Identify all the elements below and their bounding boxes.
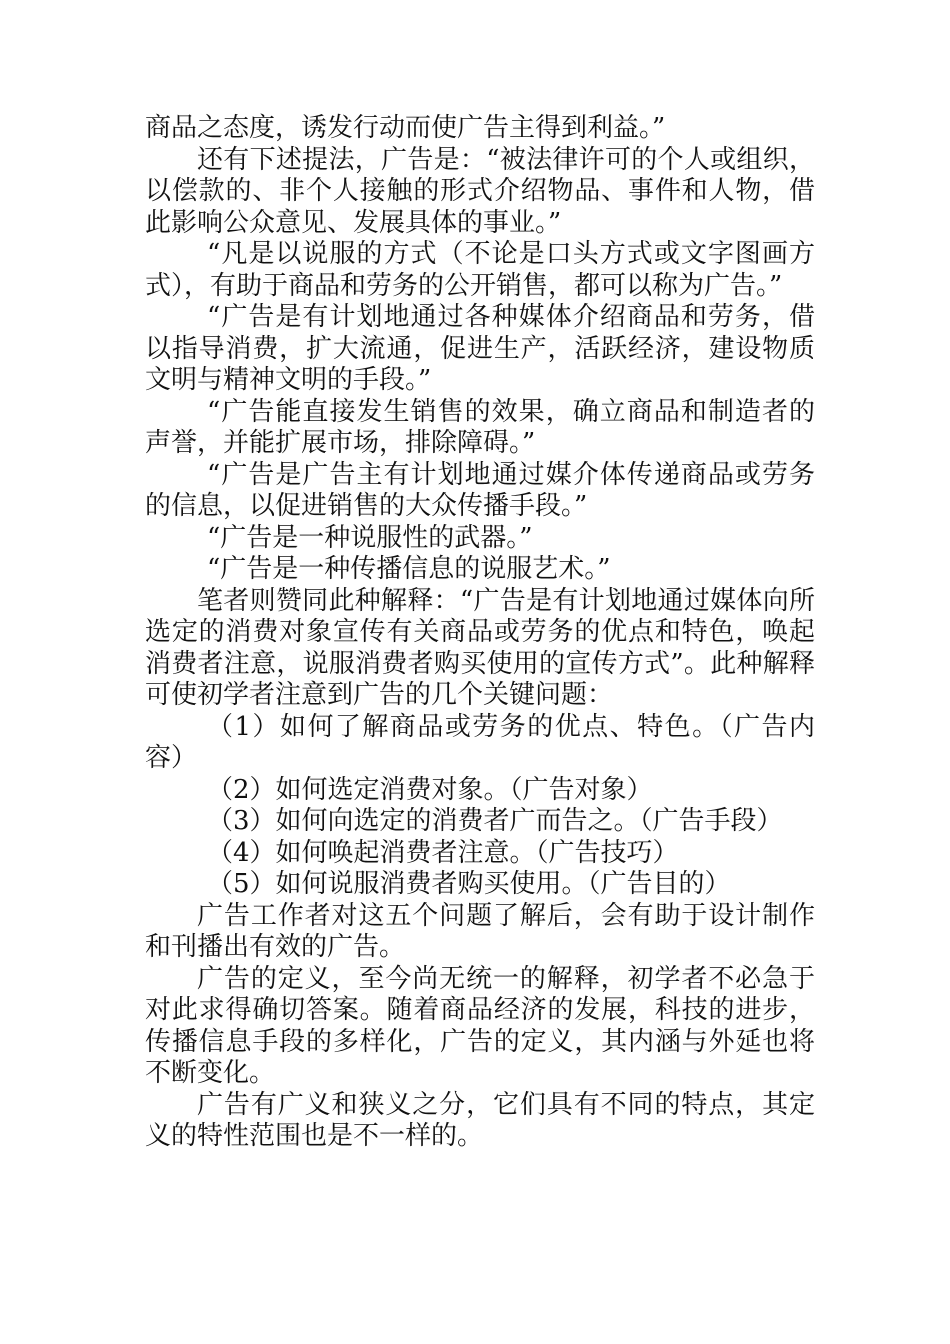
paragraph-11: 广告的定义，至今尚无统一的解释，初学者不必急于对此求得确切答案。随着商品经济的发展，科技的进步，传播信息手段的多样化，广告的定义，其内涵与外延也将不断变化。 xyxy=(145,963,815,1088)
list-item-5: （5）如何说服消费者购买使用。（广告目的） xyxy=(207,869,731,899)
document-body xyxy=(145,113,815,1153)
paragraph-10: 广告工作者对这五个问题了解后，会有助于设计制作和刊播出有效的广告。 xyxy=(145,900,815,962)
list-item-3: （3）如何向选定的消费者广而告之。（广告手段） xyxy=(207,806,783,836)
paragraph-1: 商品之态度，诱发行动而使广告主得到利益。” xyxy=(145,113,666,143)
list-item-4: （4）如何唤起消费者注意。（广告技巧） xyxy=(207,837,679,868)
paragraph-3: “凡是以说服的方式（不论是口头方式或文字图画方式），有助于商品和劳务的公开销售，都可以称为广告。” xyxy=(145,239,815,301)
paragraph-9: 笔者则赞同此种解释：“广告是有计划地通过媒体向所选定的消费对象宣传有关商品或劳务的优点和特色，唤起消费者注意，说服消费者购买使用的宣传方式”。此种解释可使初学者注意到广告的几个关键问题： xyxy=(145,585,815,710)
paragraph-5: “广告能直接发生销售的效果，确立商品和制造者的声誉，并能扩展市场，排除障碍。” xyxy=(145,396,815,458)
paragraph-2: 还有下述提法，广告是：“被法律许可的个人或组织，以偿款的、非个人接触的形式介绍物品、事件和人物，借此影响公众意见、发展具体的事业。” xyxy=(145,144,815,238)
list-item-2: （2）如何选定消费对象。（广告对象） xyxy=(207,774,653,805)
paragraph-8: “广告是一种传播信息的说服艺术。” xyxy=(207,554,611,584)
paragraph-7: “广告是一种说服性的武器。” xyxy=(207,522,533,553)
list-item-1: （1）如何了解商品或劳务的优点、特色。（广告内容） xyxy=(145,711,815,773)
paragraph-4: “广告是有计划地通过各种媒体介绍商品和劳务，借以指导消费，扩大流通，促进生产，活跃经济，建设物质文明与精神文明的手段。” xyxy=(145,302,815,395)
paragraph-12: 广告有广义和狭义之分，它们具有不同的特点，其定义的特性范围也是不一样的。 xyxy=(145,1089,815,1151)
paragraph-6: “广告是广告主有计划地通过媒介体传递商品或劳务的信息，以促进销售的大众传播手段。” xyxy=(145,459,815,521)
